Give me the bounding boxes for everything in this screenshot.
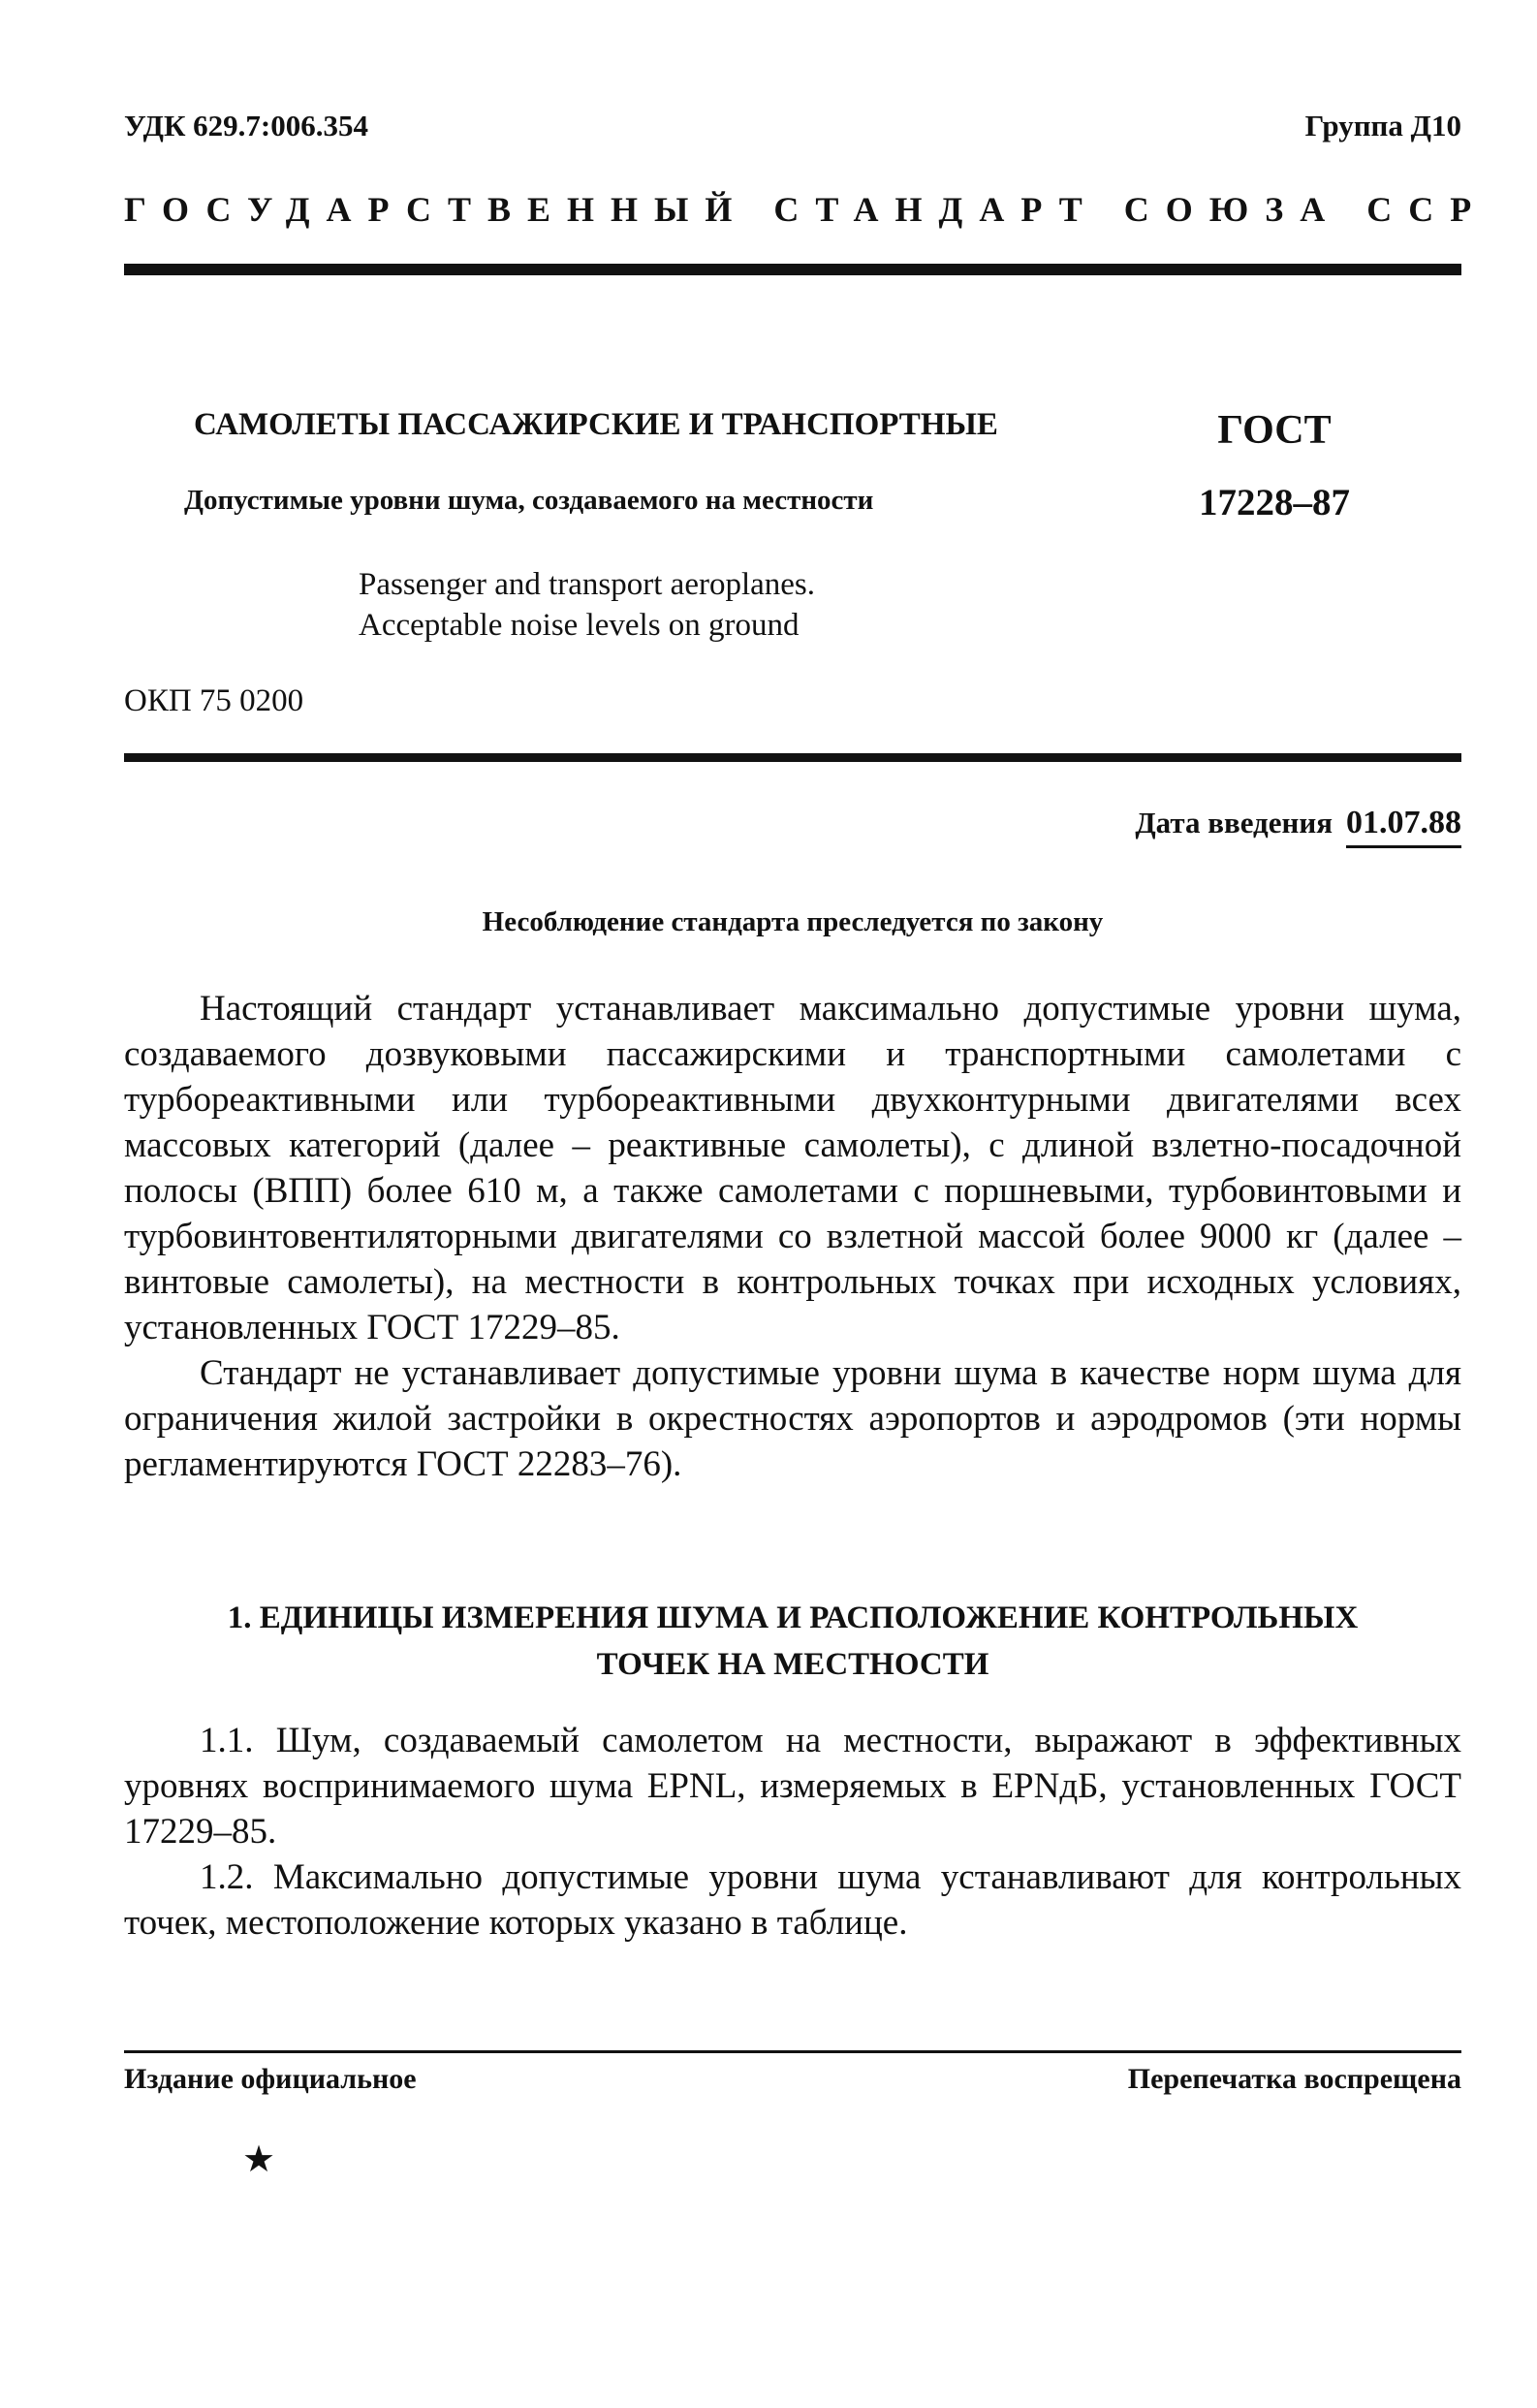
group-code: Группа Д10 xyxy=(1304,109,1461,143)
okp-code: ОКП 75 0200 xyxy=(124,683,304,718)
footer-rule xyxy=(124,2050,1461,2053)
gost-number: 17228–87 xyxy=(1199,482,1350,523)
english-title xyxy=(359,564,1037,646)
section-1-text xyxy=(124,1718,1461,1946)
document-title: САМОЛЕТЫ ПАССАЖИРСКИЕ И ТРАНСПОРТНЫЕ xyxy=(194,407,998,442)
intro-date-label: Дата введения xyxy=(1135,806,1333,840)
star-icon: ★ xyxy=(242,2139,276,2180)
section-1-heading-line2: ТОЧЕК НА МЕСТНОСТИ xyxy=(596,1647,989,1682)
intro-paragraph-2: Стандарт не устанавливает допустимые уровни шума в качестве норм шума для ограничения жилой застройки в окрестностях аэропортов и аэродромов (эти нормы регламентируются ГОСТ 22283–76). xyxy=(124,1353,1461,1484)
clause-1-1: 1.1. Шум, создаваемый самолетом на местности, выражают в эффективных уровнях воспринимаемого шума EPNL, измеряемых в EPNдБ, установленных ГОСТ 17229–85. xyxy=(124,1721,1461,1852)
middle-rule xyxy=(124,753,1461,762)
intro-date xyxy=(1135,805,1461,848)
intro-paragraph-1: Настоящий стандарт устанавливает максимально допустимые уровни шума, создаваемого дозвуковыми пассажирскими и транспортными самолетами с турбореактивными или турбореактивными двухконтурными двигателями всех массовых категорий (далее – реактивные самолеты), с длиной взлетно-посадочной полосы (ВПП) более 610 м, а также самолетами с поршневыми, турбовинтовыми и турбовинтовентиляторными двигателями со взлетной массой более 9000 кг (далее – винтовые самолеты), на местности в контрольных точках при исходных условиях, установленных ГОСТ 17229–85. xyxy=(124,989,1461,1347)
udk-code: УДК 629.7:006.354 xyxy=(124,109,368,143)
section-1-heading-line1: 1. ЕДИНИЦЫ ИЗМЕРЕНИЯ ШУМА И РАСПОЛОЖЕНИЕ КОНТРОЛЬНЫХ xyxy=(227,1600,1359,1635)
state-standard-banner: ГОСУДАРСТВЕННЫЙ СТАНДАРТ СОЮЗА ССР xyxy=(124,190,1489,229)
official-edition-note: Издание официальное xyxy=(124,2063,417,2095)
top-rule xyxy=(124,264,1461,275)
intro-date-value: 01.07.88 xyxy=(1346,805,1461,848)
document-subtitle: Допустимые уровни шума, создаваемого на местности xyxy=(184,485,874,516)
gost-label: ГОСТ xyxy=(1217,408,1332,453)
legal-warning: Несоблюдение стандарта преследуется по закону xyxy=(482,906,1104,937)
section-1-heading xyxy=(124,1595,1461,1688)
reprint-prohibited-note: Перепечатка воспрещена xyxy=(1127,2063,1461,2095)
english-title-line1: Passenger and transport aeroplanes. xyxy=(359,567,816,602)
english-title-line2: Acceptable noise levels on ground xyxy=(359,608,800,643)
intro-text xyxy=(124,986,1461,1487)
clause-1-2: 1.2. Максимально допустимые уровни шума устанавливают для контрольных точек, местоположение которых указано в таблице. xyxy=(124,1857,1461,1943)
